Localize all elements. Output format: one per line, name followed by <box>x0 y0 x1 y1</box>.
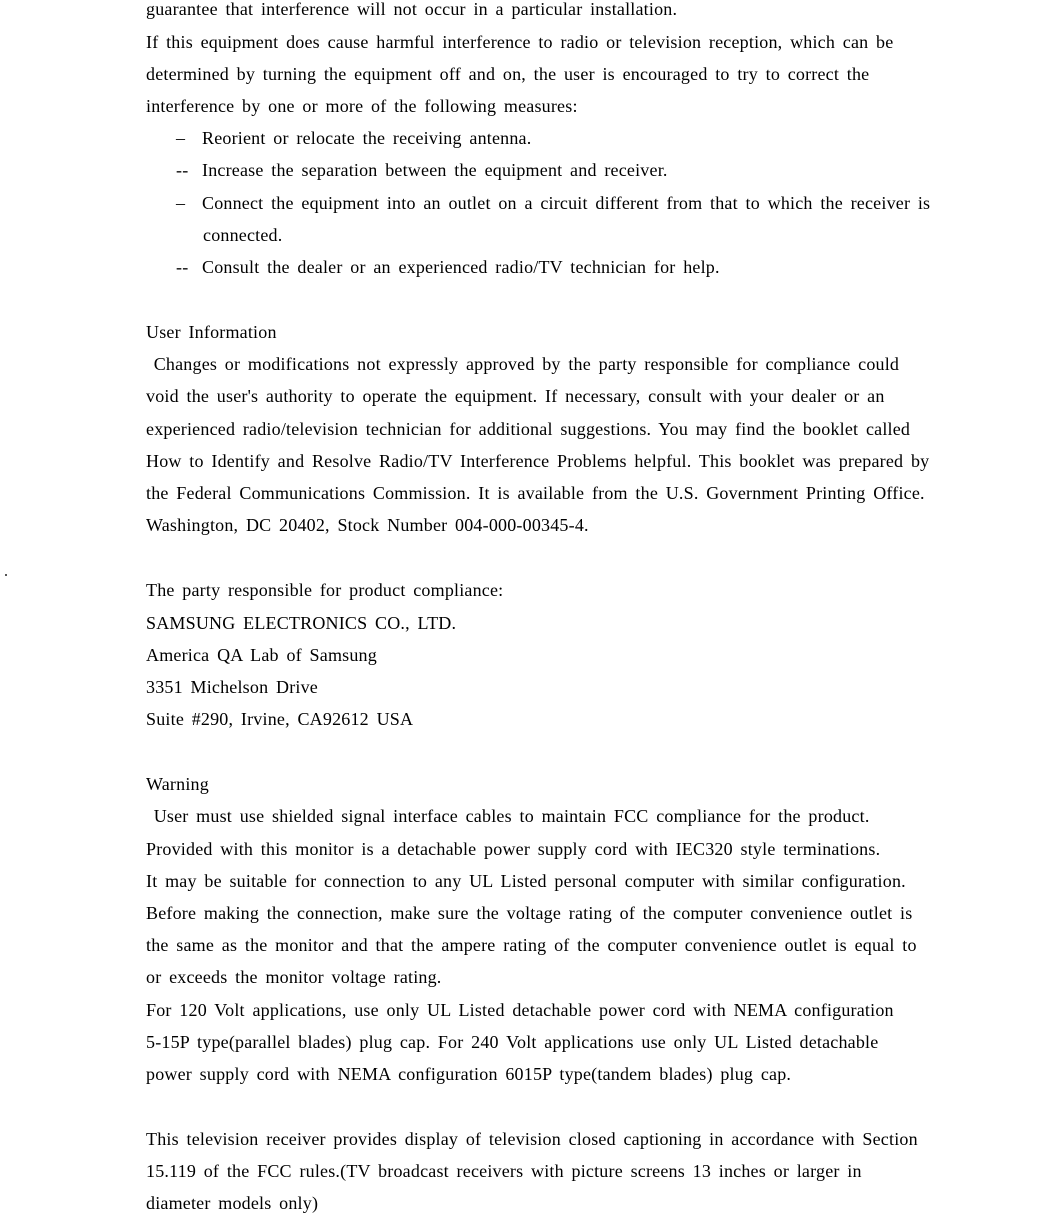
measure-text: Increase the separation between the equipment and receiver. <box>202 160 668 180</box>
measure-text: Consult the dealer or an experienced radio/TV technician for help. <box>202 257 720 277</box>
measure-item-3-continuation: connected. <box>203 225 283 245</box>
measure-text: Reorient or relocate the receiving antenna. <box>202 128 532 148</box>
user-info-line-4: How to Identify and Resolve Radio/TV Interference Problems helpful. This booklet was prepared by <box>146 451 930 471</box>
intro-line-4: interference by one or more of the following measures: <box>146 96 578 116</box>
party-heading: The party responsible for product compliance: <box>146 580 504 600</box>
list-dash: -- <box>176 257 189 277</box>
user-info-line-6: Washington, DC 20402, Stock Number 004-000-00345-4. <box>146 515 589 535</box>
warning-line-1: User must use shielded signal interface cables to maintain FCC compliance for the product. <box>146 806 870 826</box>
warning-line-3: It may be suitable for connection to any UL Listed personal computer with similar configuration. <box>146 871 906 891</box>
intro-line-2: If this equipment does cause harmful interference to radio or television reception, which can be <box>146 32 894 52</box>
list-dash: -- <box>176 160 189 180</box>
list-dash: – <box>176 193 186 213</box>
measure-text: Connect the equipment into an outlet on a circuit different from that to which the receiver is <box>202 193 931 213</box>
warning-heading: Warning <box>146 774 209 794</box>
measure-item-1 <box>176 123 531 153</box>
user-info-line-1: Changes or modifications not expressly approved by the party responsible for compliance could <box>146 354 900 374</box>
measure-item-2 <box>176 155 668 185</box>
party-street: 3351 Michelson Drive <box>146 677 318 697</box>
party-company: SAMSUNG ELECTRONICS CO., LTD. <box>146 613 457 633</box>
warning-line-9: power supply cord with NEMA configuration 6015P type(tandem blades) plug cap. <box>146 1064 792 1084</box>
captioning-line-2: 15.119 of the FCC rules.(TV broadcast receivers with picture screens 13 inches or larger in <box>146 1161 862 1181</box>
warning-line-7: For 120 Volt applications, use only UL Listed detachable power cord with NEMA configuration <box>146 1000 894 1020</box>
intro-line-3: determined by turning the equipment off and on, the user is encouraged to try to correct the <box>146 64 870 84</box>
captioning-line-3: diameter models only) <box>146 1193 319 1213</box>
user-info-line-5: the Federal Communications Commission. It is available from the U.S. Government Printing Office. <box>146 483 925 503</box>
list-dash: – <box>176 128 186 148</box>
measure-item-3 <box>176 188 930 218</box>
measure-item-4 <box>176 252 720 282</box>
party-lab: America QA Lab of Samsung <box>146 645 377 665</box>
captioning-line-1: This television receiver provides display of television closed captioning in accordance with Section <box>146 1129 918 1149</box>
warning-line-6: or exceeds the monitor voltage rating. <box>146 967 442 987</box>
user-info-heading: User Information <box>146 322 277 342</box>
intro-line-1: guarantee that interference will not occur in a particular installation. <box>146 0 678 19</box>
warning-line-8: 5-15P type(parallel blades) plug cap. For 240 Volt applications use only UL Listed detachable <box>146 1032 879 1052</box>
warning-line-4: Before making the connection, make sure the voltage rating of the computer convenience outlet is <box>146 903 913 923</box>
user-info-line-3: experienced radio/television technician for additional suggestions. You may find the booklet called <box>146 419 911 439</box>
user-info-line-2: void the user's authority to operate the equipment. If necessary, consult with your dealer or an <box>146 386 885 406</box>
party-suite: Suite #290, Irvine, CA92612 USA <box>146 709 414 729</box>
warning-line-5: the same as the monitor and that the ampere rating of the computer convenience outlet is equal to <box>146 935 917 955</box>
stray-mark <box>5 574 7 576</box>
warning-line-2: Provided with this monitor is a detachable power supply cord with IEC320 style terminations. <box>146 839 881 859</box>
